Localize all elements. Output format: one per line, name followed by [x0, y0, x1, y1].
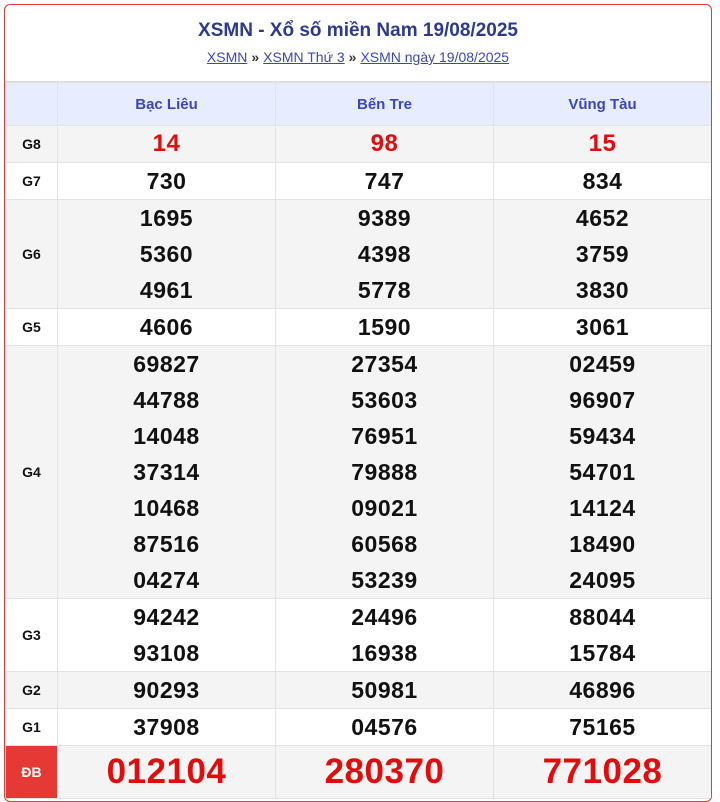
province-vung-tau[interactable]: Vũng Tàu [494, 83, 712, 126]
prize-cell [58, 346, 276, 599]
prize-row-g3 [6, 599, 712, 672]
prize-number: 90293 [133, 677, 200, 703]
prize-number: 280370 [324, 752, 445, 791]
prize-row-g8 [6, 126, 712, 163]
corner-cell [6, 83, 58, 126]
prize-number: 5360 [139, 241, 194, 267]
prize-number: 4961 [139, 277, 194, 303]
prize-number: 3830 [575, 277, 630, 303]
prize-number: 53239 [351, 567, 418, 593]
prize-number: 79888 [351, 459, 418, 485]
prize-number: 15 [588, 130, 617, 157]
prize-label: ĐB [6, 746, 58, 799]
prize-label: G5 [6, 309, 58, 346]
prize-cell [494, 709, 712, 746]
province-ben-tre[interactable]: Bến Tre [276, 83, 494, 126]
prize-number: 46896 [569, 677, 636, 703]
prize-body [6, 126, 712, 799]
prize-number: 93108 [133, 640, 200, 666]
prize-cell [494, 163, 712, 200]
results-card [4, 4, 712, 802]
prize-label: G1 [6, 709, 58, 746]
prize-number: 14048 [133, 423, 200, 449]
prize-cell [276, 599, 494, 672]
prize-row-g7 [6, 163, 712, 200]
prize-cell [494, 346, 712, 599]
prize-number: 60568 [351, 531, 418, 557]
prize-cell [276, 200, 494, 309]
prize-number: 012104 [106, 752, 227, 791]
results-header [5, 5, 711, 82]
prize-number: 15784 [569, 640, 636, 666]
prize-cell [58, 163, 276, 200]
prize-row-g5 [6, 309, 712, 346]
prize-row-đb [6, 746, 712, 799]
prize-number: 75165 [569, 714, 636, 740]
prize-number: 834 [582, 168, 623, 194]
prize-number: 37314 [133, 459, 200, 485]
prize-cell [276, 163, 494, 200]
prize-number: 04576 [351, 714, 418, 740]
prize-cell [58, 746, 276, 799]
prize-number: 14124 [569, 495, 636, 521]
prize-cell [494, 309, 712, 346]
prize-number: 98 [370, 130, 399, 157]
prize-cell [58, 709, 276, 746]
prize-number: 96907 [569, 387, 636, 413]
prize-number: 24095 [569, 567, 636, 593]
prize-cell [494, 200, 712, 309]
prize-number: 69827 [133, 351, 200, 377]
prize-number: 3061 [575, 314, 630, 340]
prize-number: 14 [152, 130, 181, 157]
page-title: XSMN - Xổ số miền Nam 19/08/2025 [198, 20, 518, 41]
prize-number: 3759 [575, 241, 630, 267]
prize-cell [494, 746, 712, 799]
prize-label: G3 [6, 599, 58, 672]
prize-number: 59434 [569, 423, 636, 449]
prize-number: 24496 [351, 604, 418, 630]
prize-number: 53603 [351, 387, 418, 413]
prize-number: 94242 [133, 604, 200, 630]
prize-number: 76951 [351, 423, 418, 449]
prize-cell [494, 672, 712, 709]
breadcrumb [5, 49, 711, 65]
prize-number: 1695 [139, 205, 194, 231]
prize-label: G7 [6, 163, 58, 200]
results-table [5, 82, 712, 799]
prize-number: 4606 [139, 314, 194, 340]
prize-number: 54701 [569, 459, 636, 485]
prize-cell [276, 746, 494, 799]
prize-number: 16938 [351, 640, 418, 666]
prize-row-g1 [6, 709, 712, 746]
prize-number: 37908 [133, 714, 200, 740]
prize-row-g2 [6, 672, 712, 709]
prize-label: G8 [6, 126, 58, 163]
prize-number: 04274 [133, 567, 200, 593]
breadcrumb-separator: » [348, 49, 357, 65]
prize-cell [58, 200, 276, 309]
prize-cell [494, 126, 712, 163]
prize-label: G2 [6, 672, 58, 709]
prize-number: 747 [364, 168, 405, 194]
prize-number: 4652 [575, 205, 630, 231]
prize-number: 02459 [569, 351, 636, 377]
prize-cell [276, 346, 494, 599]
prize-number: 18490 [569, 531, 636, 557]
prize-cell [276, 309, 494, 346]
prize-number: 87516 [133, 531, 200, 557]
prize-number: 1590 [357, 314, 412, 340]
prize-cell [58, 672, 276, 709]
prize-number: 10468 [133, 495, 200, 521]
prize-number: 27354 [351, 351, 418, 377]
prize-number: 4398 [357, 241, 412, 267]
breadcrumb-separator: » [251, 49, 260, 65]
prize-number: 9389 [357, 205, 412, 231]
prize-cell [58, 126, 276, 163]
prize-number: 88044 [569, 604, 636, 630]
prize-cell [494, 599, 712, 672]
prize-number: 771028 [542, 752, 663, 791]
breadcrumb-link-xsmn[interactable]: XSMN [206, 49, 248, 65]
province-header-row [6, 83, 712, 126]
prize-cell [58, 599, 276, 672]
prize-number: 44788 [133, 387, 200, 413]
prize-cell [58, 309, 276, 346]
prize-label: G6 [6, 200, 58, 309]
prize-cell [276, 709, 494, 746]
prize-number: 09021 [351, 495, 418, 521]
prize-number: 730 [146, 168, 187, 194]
prize-number: 50981 [351, 677, 418, 703]
breadcrumb-link-xsmn-thu-3[interactable]: XSMN Thứ 3 [263, 49, 345, 65]
province-bac-lieu[interactable]: Bạc Liêu [58, 83, 276, 126]
prize-row-g4 [6, 346, 712, 599]
prize-label: G4 [6, 346, 58, 599]
prize-row-g6 [6, 200, 712, 309]
prize-number: 5778 [357, 277, 412, 303]
prize-cell [276, 672, 494, 709]
breadcrumb-link-xsmn-date[interactable]: XSMN ngày 19/08/2025 [360, 49, 510, 65]
prize-cell [276, 126, 494, 163]
